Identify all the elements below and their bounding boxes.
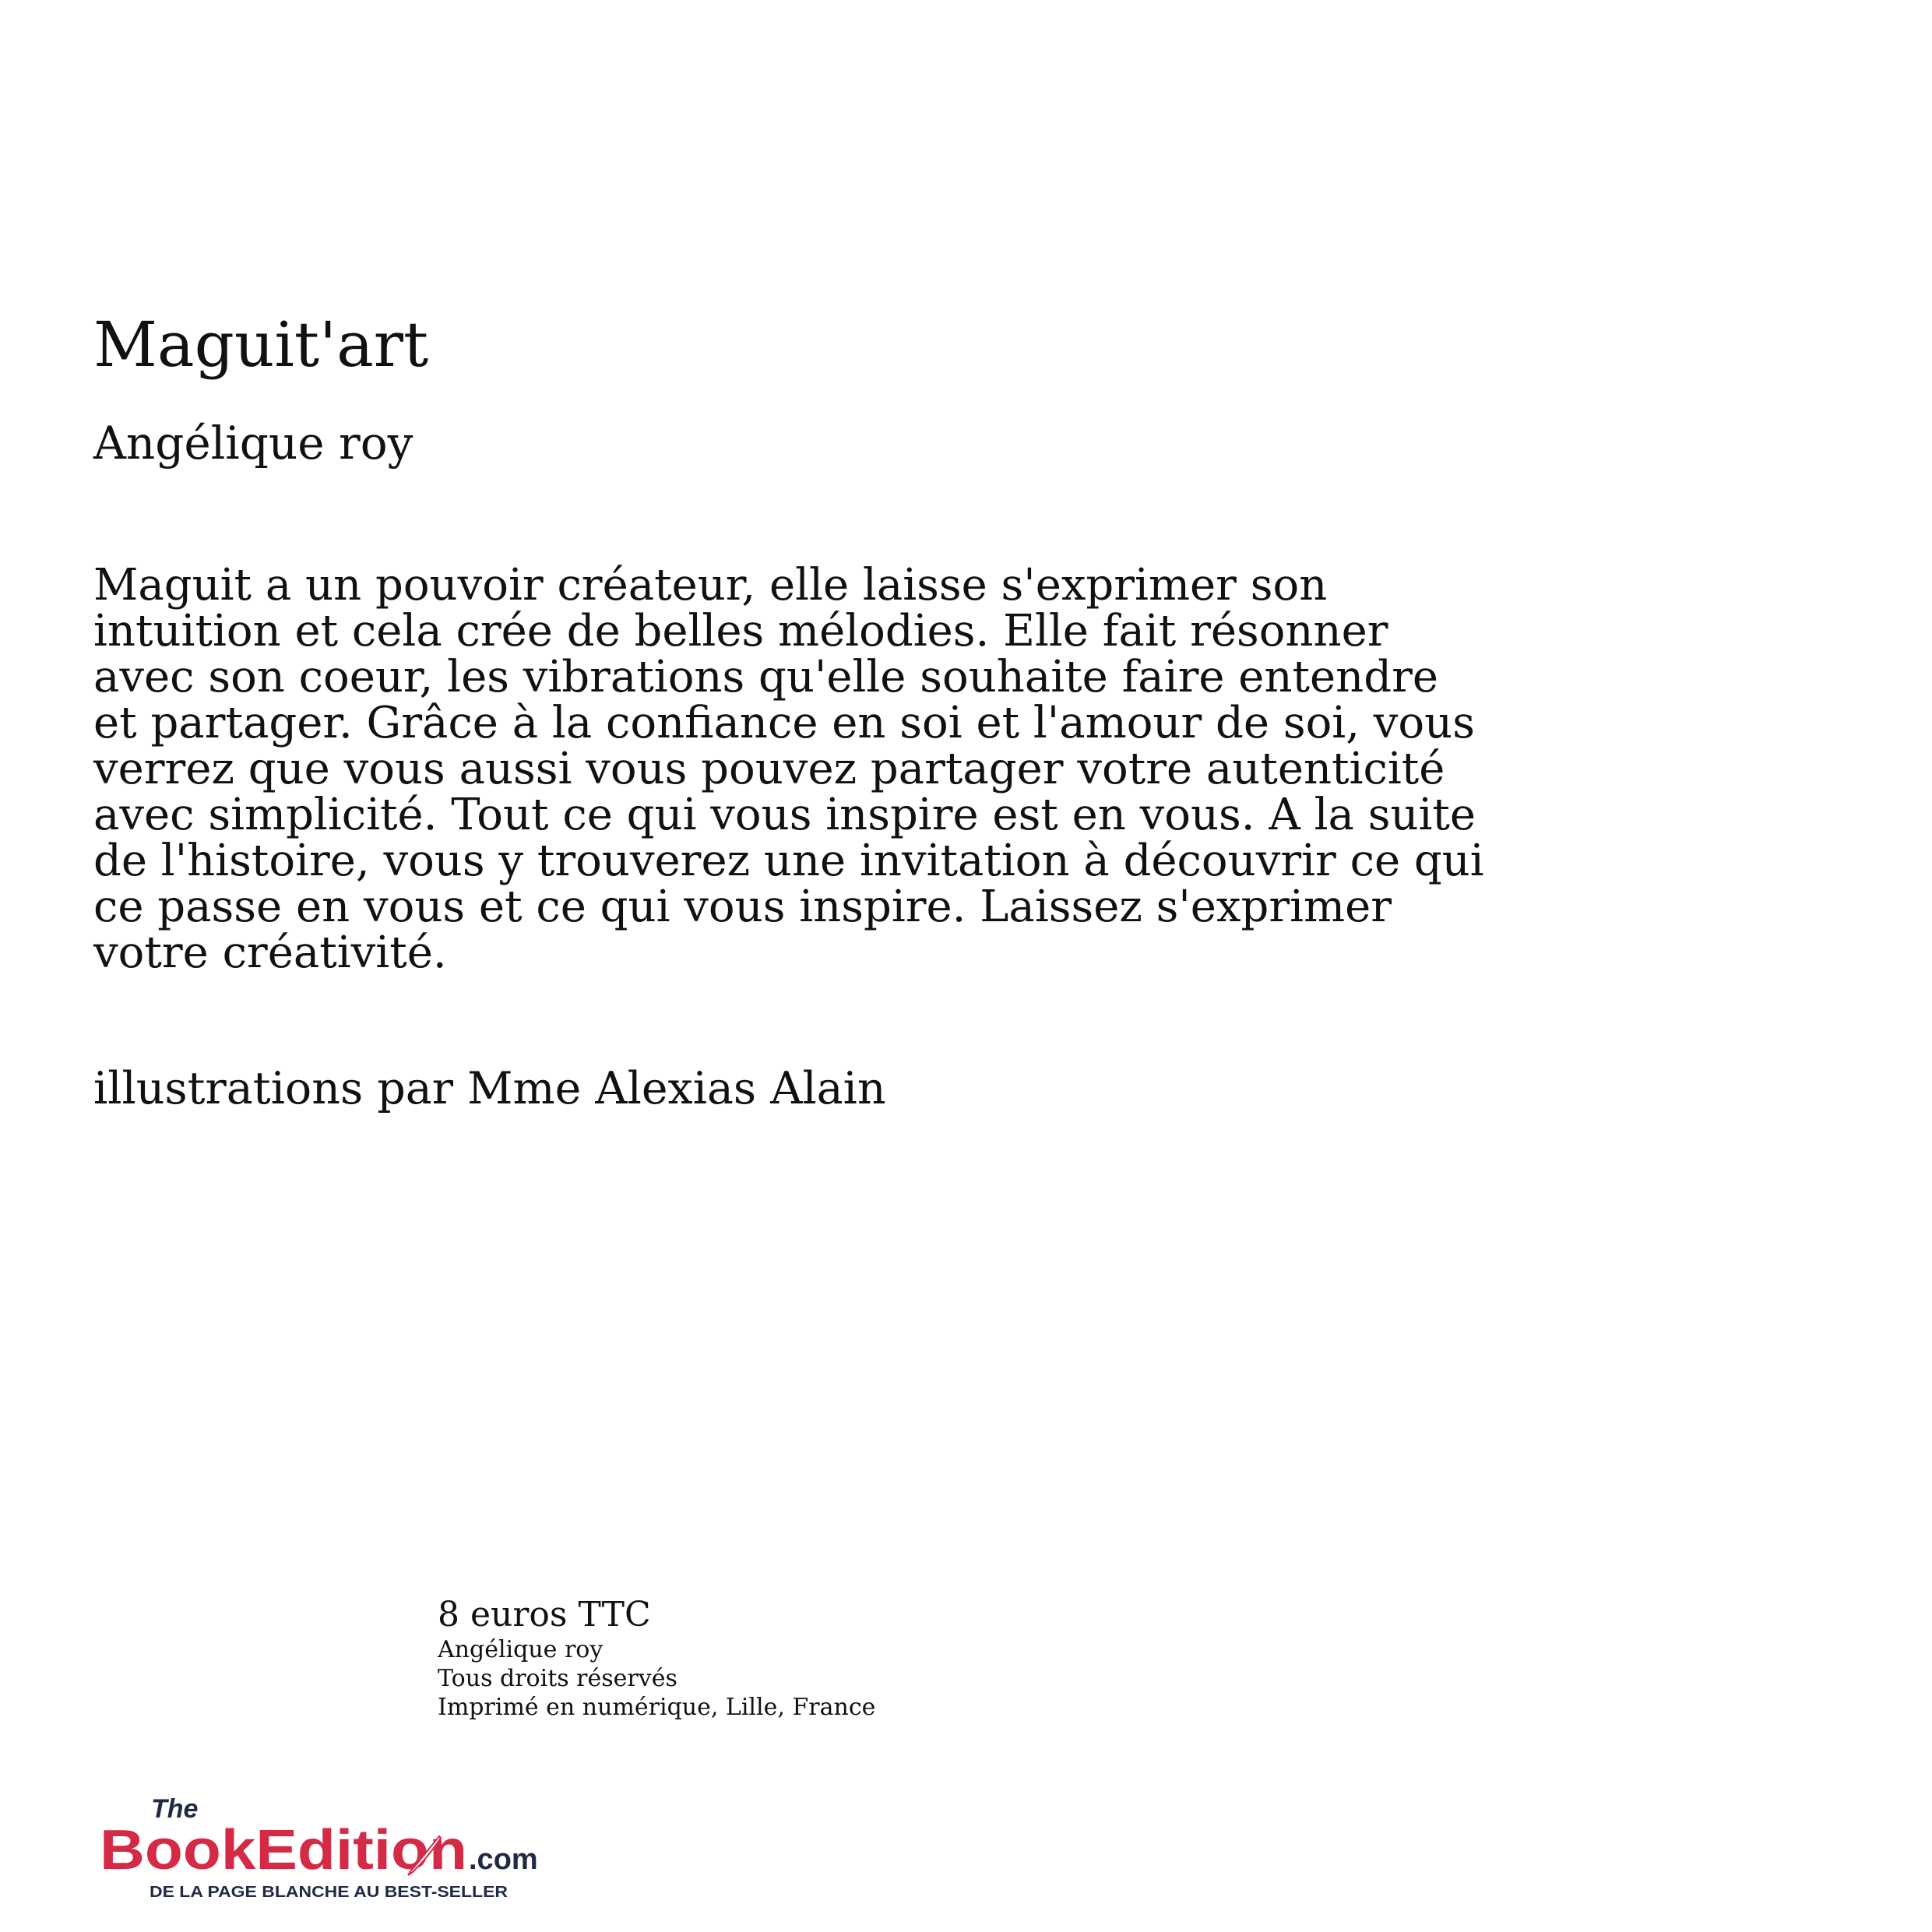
logo-the: The [151, 1794, 199, 1824]
price: 8 euros TTC [438, 1595, 651, 1635]
logo-tagline: DE LA PAGE BLANCHE AU BEST-SELLER [150, 1884, 509, 1901]
logo-book: BookEditi [100, 1819, 361, 1881]
imprint-printed: Imprimé en numérique, Lille, France [438, 1694, 876, 1721]
bookedition-logo [100, 1791, 567, 1908]
book-title: Maguit'art [93, 308, 429, 381]
imprint-rights: Tous droits réservés [438, 1665, 677, 1692]
book-blurb: Maguit a un pouvoir créateur, elle laisse s'exprimer son intuition et cela crée de belles mélodies. Elle fait résonner avec son coeur, les vibrations qu'elle souhaite faire entendre et partager. Grâce à la confiance en soi et l'amour de soi, vous verrez que vous aussi vous pouvez partager votre autenticité avec simplicité. Tout ce qui vous inspire est en vous. A la suite de l'histoire, vous y trouverez une invitation à découvrir ce qui ce passe en vous et ce qui vous inspire. Laissez s'exprimer votre créativité. [93, 560, 1484, 978]
imprint-block [438, 1595, 875, 1722]
logo-com: .com [469, 1843, 538, 1876]
illustrator-credit: illustrations par Mme Alexias Alain [93, 1063, 886, 1114]
logo-on: on [391, 1819, 460, 1881]
imprint-author: Angélique roy [438, 1636, 604, 1663]
book-author: Angélique roy [93, 417, 413, 470]
